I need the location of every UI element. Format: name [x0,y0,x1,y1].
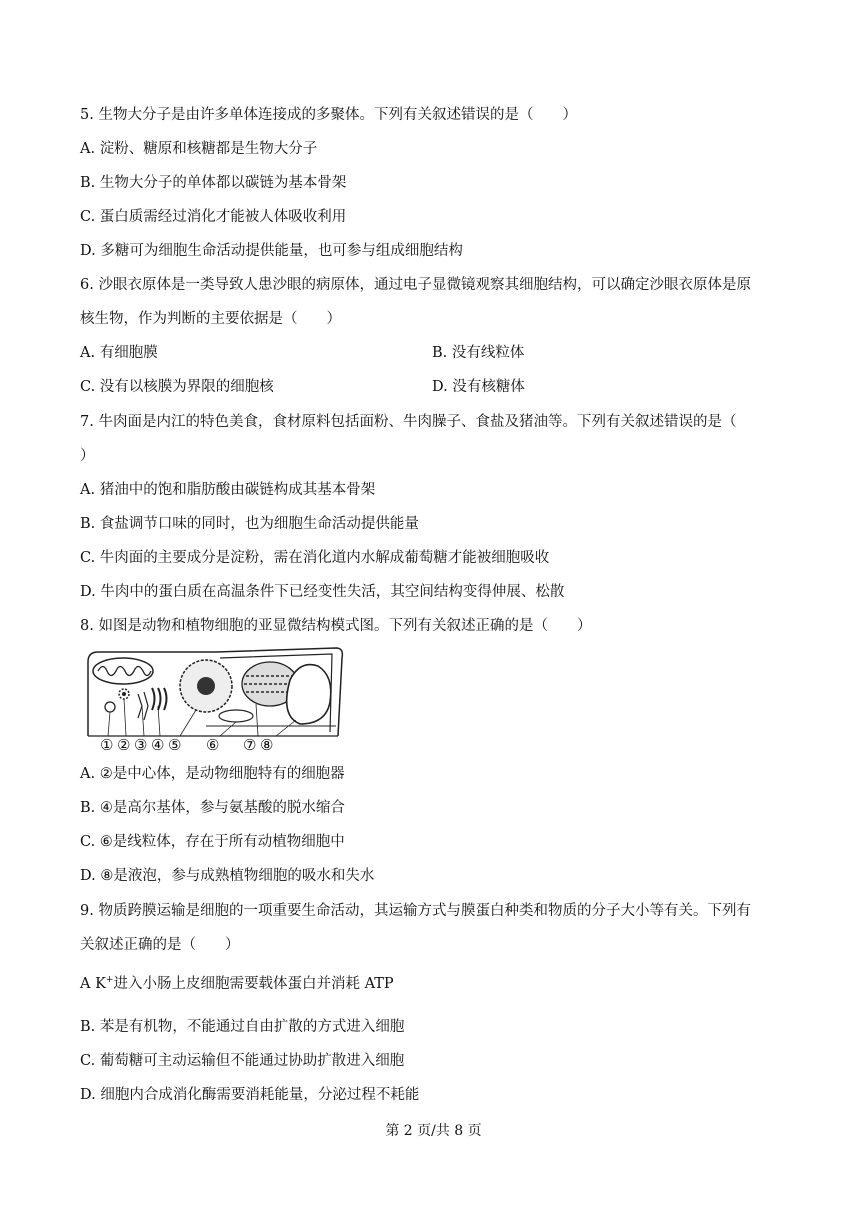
q7-stem-line2: ） [80,448,95,464]
q9-option-c: C. 葡萄糖可主动运输但不能通过协助扩散进入细胞 [80,1053,405,1069]
q9-option-a-superscript: + [105,975,114,985]
q8-stem: 8. 如图是动物和植物细胞的亚显微结构模式图。下列有关叙述正确的是（ ） [80,618,592,634]
label-4: ④ [151,736,165,754]
q7-option-b: B. 食盐调节口味的同时，也为细胞生命活动提供能量 [80,516,419,532]
q6-stem-line1: 6. 沙眼衣原体是一类导致人患沙眼的病原体，通过电子显微镜观察其细胞结构，可以确定沙眼衣原体是原 [80,277,751,293]
page-footer: 第 2 页/共 8 页 [385,1123,482,1139]
label-7: ⑦ [243,736,257,754]
vacuole-shape [287,665,331,724]
q6-option-b: B. 没有线粒体 [432,345,525,361]
mitochondrion-shape [93,658,153,684]
label-6: ⑥ [206,736,220,754]
centrosome-shape [119,689,129,699]
ribosome-shape [105,702,115,712]
label-2: ② [117,736,131,754]
q5-option-b: B. 生物大分子的单体都以碳链为基本骨架 [80,175,347,191]
q9-option-d: D. 细胞内合成消化酶需要消耗能量，分泌过程不耗能 [80,1087,420,1103]
q9-option-b: B. 苯是有机物，不能通过自由扩散的方式进入细胞 [80,1019,405,1035]
q5-option-a: A. 淀粉、糖原和核糖都是生物大分子 [80,141,318,157]
q8-option-a: A. ②是中心体，是动物细胞特有的细胞器 [80,766,345,782]
plant-mitochondrion-shape [219,710,253,722]
q9-option-a-prefix: A K [80,975,106,992]
q8-option-b: B. ④是高尔基体，参与氨基酸的脱水缩合 [80,800,345,816]
q9-stem-line1: 9. 物质跨膜运输是细胞的一项重要生命活动，其运输方式与膜蛋白种类和物质的分子大小等有关。下列有 [80,903,751,919]
q6-option-a: A. 有细胞膜 [80,345,158,361]
q6-option-c: C. 没有以核膜为界限的细胞核 [80,379,274,395]
q5-stem: 5. 生物大分子是由许多单体连接成的多聚体。下列有关叙述错误的是（ ） [80,107,577,123]
q5-option-c: C. 蛋白质需经过消化才能被人体吸收利用 [80,209,347,225]
q8-option-c: C. ⑥是线粒体，存在于所有动植物细胞中 [80,834,345,850]
q8-option-d: D. ⑧是液泡，参与成熟植物细胞的吸水和失水 [80,868,375,884]
q7-option-a: A. 猪油中的饱和脂肪酸由碳链构成其基本骨架 [80,482,376,498]
q6-option-d: D. 没有核糖体 [432,379,525,395]
q7-option-d: D. 牛肉中的蛋白质在高温条件下已经变性失活，其空间结构变得伸展、松散 [80,584,565,600]
q9-option-a-text: 进入小肠上皮细胞需要载体蛋白并消耗 ATP [113,975,394,992]
q7-stem-line1: 7. 牛肉面是内江的特色美食，食材原料包括面粉、牛肉臊子、食盐及猪油等。下列有关叙述错误的是（ [80,414,737,430]
golgi-shape [152,688,167,710]
cell-structure-diagram [86,644,348,754]
label-1: ① [100,736,114,754]
label-3: ③ [134,736,148,754]
nucleus-shape [180,660,232,712]
q5-option-d: D. 多糖可为细胞生命活动提供能量，也可参与组成细胞结构 [80,243,463,259]
q9-option-a [80,970,394,994]
label-5: ⑤ [168,736,182,754]
q7-option-c: C. 牛肉面的主要成分是淀粉，需在消化道内水解成葡萄糖才能被细胞吸收 [80,550,550,566]
label-8: ⑧ [260,736,274,754]
q6-stem-line2: 核生物，作为判断的主要依据是（ ） [80,311,341,327]
q9-stem-line2: 关叙述正确的是（ ） [80,937,240,953]
